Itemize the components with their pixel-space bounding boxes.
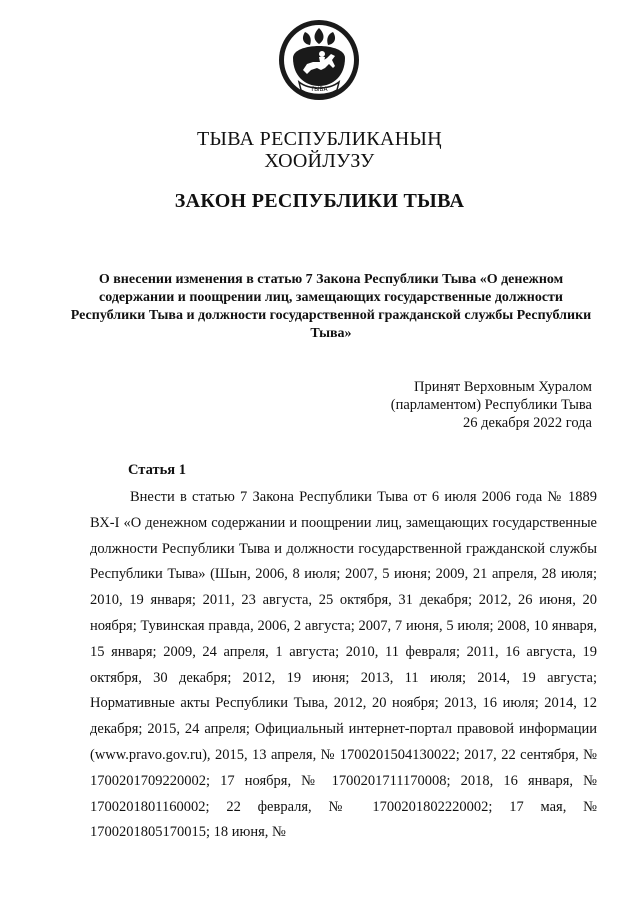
tuvan-title-line-2: ХООЙЛУЗУ [264, 150, 375, 172]
tuvan-law-title [0, 128, 639, 172]
law-title: ЗАКОН РЕСПУБЛИКИ ТЫВА [174, 190, 465, 212]
adoption-date: 26 декабря 2022 года [463, 415, 592, 431]
tuva-coat-of-arms-emblem [277, 18, 361, 102]
article-1-body [90, 485, 597, 846]
article-1-paragraph: Внести в статью 7 Закона Республики Тыва от 6 июля 2006 года № 1889 ВХ-I «О денежном содержании и поощрении лиц, замещающих государственные должности Республики Тыва и должности государственной гражданской службы Республики Тыва» (Шын, 2006, 8 июля; 2007, 5 июня; 2009, 21 апреля, 28 июля; 2010, 19 января; 2011, 23 августа, 25 октября, 31 декабря; 2012, 26 июня, 20 ноября; Тувинская правда, 2006, 2 августа; 2007, 7 июня, 5 июля; 2008, 10 января, 15 января; 2009, 24 апреля, 1 августа; 2010, 11 февраля; 2011, 16 августа, 19 октября, 30 декабря; 2012, 19 июня; 2013, 11 июля; 2014, 19 августа; Нормативные акты Республики Тыва, 2012, 20 ноября; 2013, 16 июля; 2014, 12 декабря; 2015, 24 апреля; Официальный интернет-портал правовой информации (www.pravo.gov.ru), 2015, 13 апреля, № 1700201504130022; 2017, 22 сентября, № 1700201709220002; 17 ноября, № 1700201711170008; 2018, 16 января, № 1700201801160002; 22 февраля, № 1700201802220002; 17 мая, № 1700201805170015; 18 июня, № [90, 489, 597, 841]
adoption-note [391, 378, 592, 432]
article-1-heading: Статья 1 [128, 462, 186, 478]
adoption-line-2: (парламентом) Республики Тыва [390, 397, 592, 413]
adoption-line-1: Принят Верховным Хуралом [414, 379, 592, 395]
tuvan-title-line-1: ТЫВА РЕСПУБЛИКАНЫҢ [197, 128, 442, 150]
emblem-ribbon-text: ТЫВА [310, 86, 328, 93]
law-subject: О внесении изменения в статью 7 Закона Республики Тыва «О денежном содержании и поощрении лиц, замещающих государственные должности Республики Тыва и должности государственной гражданской службы Республики Тыва» [70, 272, 592, 341]
